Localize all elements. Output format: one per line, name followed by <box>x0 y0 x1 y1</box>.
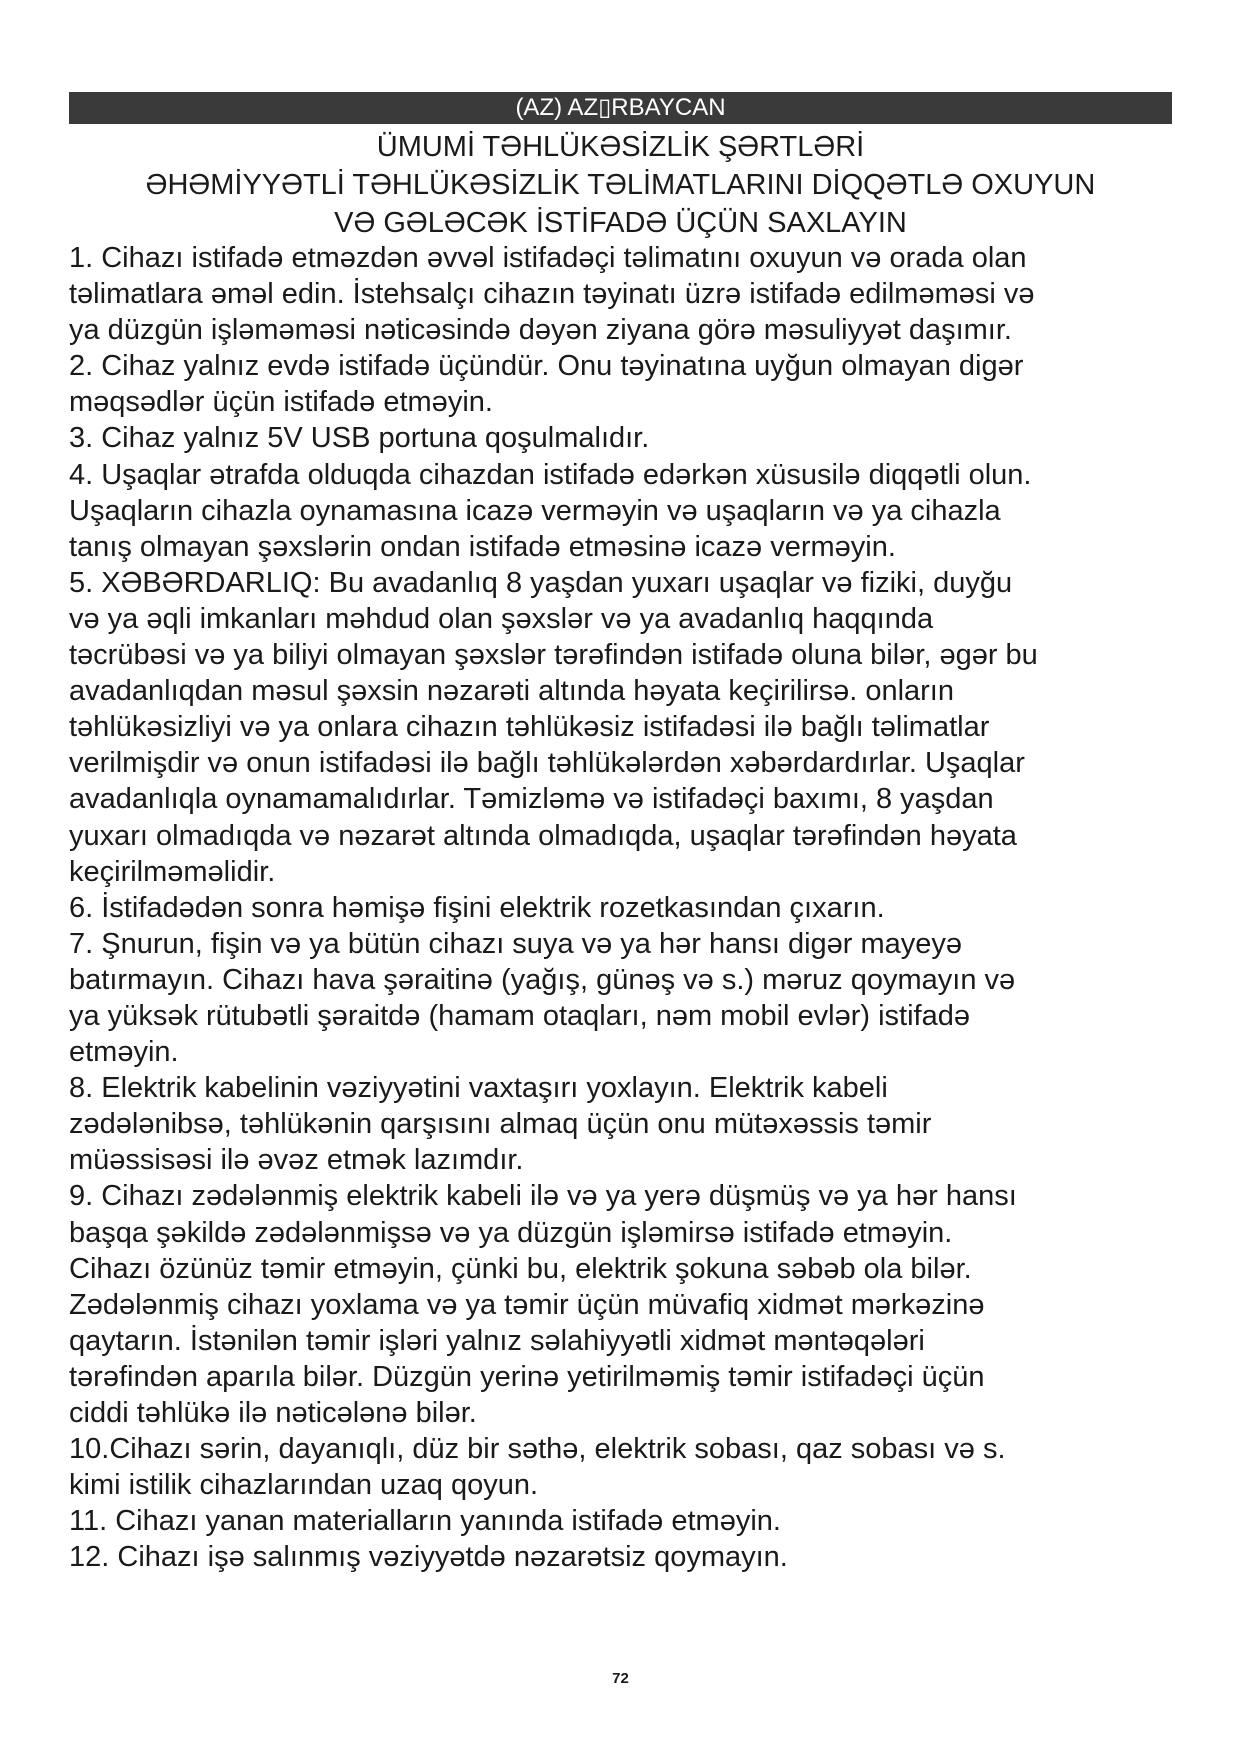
text-line: Cihazı özünüz təmir etməyin, çünki bu, elektrik şokuna səbəb ola bilər. <box>69 1252 972 1285</box>
text-line: 1. Cihazı istifadə etməzdən əvvəl istifadəçi təlimatını oxuyun və orada olan <box>69 242 1027 274</box>
language-header-bar: (AZ) AZ▯RBAYCAN <box>69 92 1172 124</box>
text-line: Uşaqların cihazla oynamasına icazə verməyin və uşaqların və ya cihazla <box>69 494 1001 527</box>
text-line: müəssisəsi ilə əvəz etmək lazımdır. <box>69 1144 524 1177</box>
text-line: tanış olmayan şəxslərin ondan istifadə etməsinə icazə verməyin. <box>69 530 896 563</box>
text-line: avadanlıqla oynamamalıdırlar. Təmizləmə və istifadəçi baxımı, 8 yaşdan <box>69 783 994 816</box>
text-line: 5. XƏBƏRDARLIQ: Bu avadanlıq 8 yaşdan yuxarı uşaqlar və fiziki, duyğu <box>69 566 1013 599</box>
page-number: 72 <box>612 1670 629 1687</box>
text-line: ya düzgün işləməməsi nəticəsində dəyən ziyana görə məsuliyyət daşımır. <box>69 314 1012 347</box>
text-line: ya yüksək rütubətli şəraitdə (hamam otaqları, nəm mobil evlər) istifadə <box>69 999 970 1032</box>
text-line: 6. İstifadədən sonra həmişə fişini elektrik rozetkasından çıxarın. <box>69 891 885 924</box>
text-line: 12. Cihazı işə salınmış vəziyyətdə nəzarətsiz qoymayın. <box>69 1541 788 1574</box>
title-line: VƏ GƏLƏCƏK İSTİFADƏ ÜÇÜN SAXLAYIN <box>334 207 907 239</box>
text-line: tərəfindən aparıla bilər. Düzgün yerinə yetirilməmiş təmir istifadəçi üçün <box>69 1360 985 1393</box>
text-line: kimi istilik cihazlarından uzaq qoyun. <box>69 1469 539 1502</box>
text-line: məqsədlər üçün istifadə etməyin. <box>69 386 493 419</box>
text-line: 3. Cihaz yalnız 5V USB portuna qoşulmalıdır. <box>69 422 650 455</box>
safety-title <box>69 128 1172 242</box>
text-line: avadanlıqdan məsul şəxsin nəzarəti altında həyata keçirilirsə. onların <box>69 675 954 708</box>
text-line: ciddi təhlükə ilə nəticələnə bilər. <box>69 1397 477 1429</box>
text-line: 11. Cihazı yanan materialların yanında istifadə etməyin. <box>69 1505 781 1538</box>
text-line: etməyin. <box>69 1036 179 1069</box>
text-line: qaytarın. İstənilən təmir işləri yalnız səlahiyyətli xidmət məntəqələri <box>69 1324 925 1357</box>
text-line: 2. Cihaz yalnız evdə istifadə üçündür. Onu təyinatına uyğun olmayan digər <box>69 350 1024 383</box>
text-line: batırmayın. Cihazı hava şəraitinə (yağış, günəş və s.) məruz qoymayın və <box>69 963 1016 996</box>
safety-instructions-body <box>69 240 1179 1575</box>
text-line: təcrübəsi və ya biliyi olmayan şəxslər tərəfindən istifadə oluna bilər, əgər bu <box>69 639 1038 672</box>
text-line: verilmişdir və onun istifadəsi ilə bağlı təhlükələrdən xəbərdardırlar. Uşaqlar <box>69 747 1025 780</box>
text-line: zədələnibsə, təhlükənin qarşısını almaq üçün onu mütəxəssis təmir <box>69 1108 932 1141</box>
text-line: keçirilməməlidir. <box>69 855 276 888</box>
text-line: başqa şəkildə zədələnmişsə və ya düzgün işləmirsə istifadə etməyin. <box>69 1216 953 1249</box>
title-line: ƏHƏMİYYƏTLİ TƏHLÜKƏSİZLİK TƏLİMATLARINI DİQQƏTLƏ OXUYUN <box>145 169 1096 201</box>
text-line: və ya əqli imkanları məhdud olan şəxslər və ya avadanlıq haqqında <box>69 602 934 635</box>
text-line: yuxarı olmadıqda və nəzarət altında olmadıqda, uşaqlar tərəfindən həyata <box>69 819 1017 852</box>
text-line: 8. Elektrik kabelinin vəziyyətini vaxtaşırı yoxlayın. Elektrik kabeli <box>69 1072 888 1105</box>
text-line: 7. Şnurun, fişin və ya bütün cihazı suya və ya hər hansı digər mayeyə <box>69 927 963 960</box>
text-line: təhlükəsizliyi və ya onlara cihazın təhlükəsiz istifadəsi ilə bağlı təlimatlar <box>69 711 990 744</box>
text-line: 10.Cihazı sərin, dayanıqlı, düz bir səthə, elektrik sobası, qaz sobası və s. <box>69 1433 1006 1466</box>
text-line: təlimatlara əməl edin. İstehsalçı cihazın təyinatı üzrə istifadə edilməməsi və <box>69 278 1035 311</box>
text-line: 4. Uşaqlar ətrafda olduqda cihazdan istifadə edərkən xüsusilə diqqətli olun. <box>69 458 1032 491</box>
text-line: Zədələnmiş cihazı yoxlama və ya təmir üçün müvafiq xidmət mərkəzinə <box>69 1288 985 1321</box>
title-line: ÜMUMİ TƏHLÜKƏSİZLİK ŞƏRTLƏRİ <box>376 131 865 163</box>
text-line: 9. Cihazı zədələnmiş elektrik kabeli ilə və ya yerə düşmüş və ya hər hansı <box>69 1180 1017 1213</box>
